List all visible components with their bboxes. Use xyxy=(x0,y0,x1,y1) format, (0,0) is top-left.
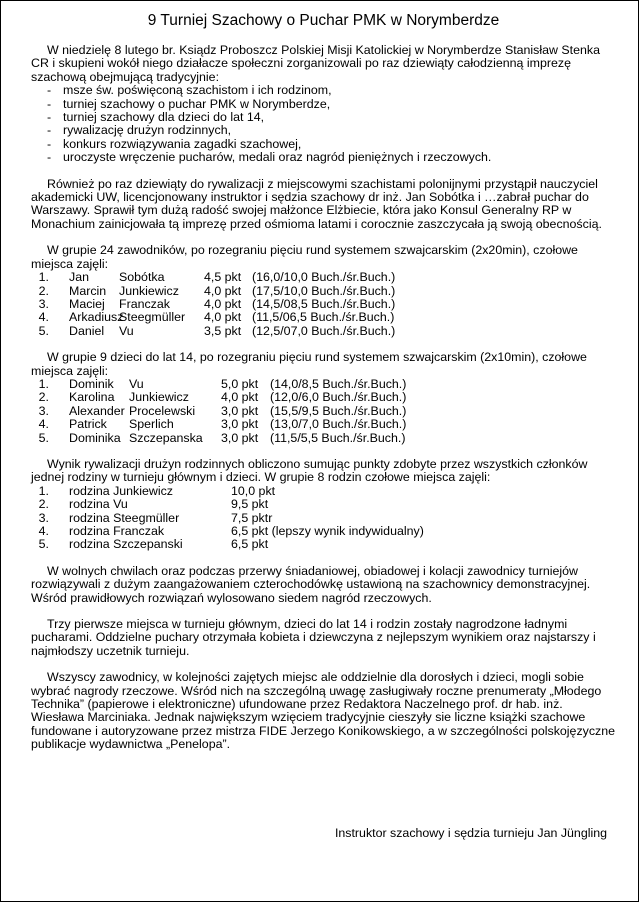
list-item: - uroczyste wręczenie pucharów, medali oraz nagród pieniężnych i rzeczowych. xyxy=(47,150,492,165)
signature-line: Instruktor szachowy i sędzia turnieju Jan Jüngling xyxy=(334,826,607,840)
table-row: 2. Karolina Junkiewicz 4,0 pkt (12,0/6,0 Buch./śr.Buch.) xyxy=(38,390,407,405)
prizes-paragraph: Wszyscy zawodnicy, w kolejności zajętych miejsc ale oddzielnie dla dorosłych i dzieci, mogli sobie wybrać nagrody rzeczowe. Wśród nich na szczególną uwagę zasługiwały roczne prenumeraty „Młodego Technika” (papierowe i elektroniczne) ufundowane przez Redaktora Naczelnego prof. dr hab. inż. Wiesława Marciniaka. Jednak największym wzięciem tradycyjnie cieszyły sie liczne książki szachowe fundowane i autoryzowane przez mistrza FIDE Jerzego Konikowskiego, a w szczególności polskojęzyczne publikacje wydawnictwa „Penelopa”. xyxy=(31,670,616,752)
table-row: 4. rodzina Franczak 6,5 pkt (lepszy wynik indywidualny) xyxy=(38,524,424,538)
dash-marker: - xyxy=(47,83,52,98)
dash-marker: - xyxy=(47,96,52,111)
table-row: 1. rodzina Junkiewicz 10,0 pkt xyxy=(38,483,276,498)
table-row: 3. Maciej Franczak 4,0 pkt (14,5/08,5 Buch./śr.Buch.) xyxy=(38,296,396,311)
table-row: 2. rodzina Vu 9,5 pkt xyxy=(38,497,269,512)
kids-results-table xyxy=(31,378,616,445)
list-item: - turniej szachowy o puchar PMK w Norymberdze, xyxy=(47,96,331,111)
dash-marker: - xyxy=(47,110,52,125)
table-row: 3. rodzina Steegmüller 7,5 pktr xyxy=(38,510,273,525)
dash-marker: - xyxy=(47,123,52,138)
intro-paragraph: W niedzielę 8 lutego br. Ksiądz Proboszcz Polskiej Misji Katolickiej w Norymberdze Stanisław Stenka CR i skupieni wokół niego działacze społeczni zorganizowali po raz dziewiąty całodzienną imprezę szachową obejmującą tradycyjnie: xyxy=(31,43,600,84)
list-item: - rywalizację drużyn rodzinnych, xyxy=(47,123,232,138)
program-list xyxy=(31,84,616,164)
table-row: 3. Alexander Procelewski 3,0 pkt (15,5/9,5 Buch./śr.Buch.) xyxy=(38,403,407,418)
table-row: 5. rodzina Szczepanski 6,5 pkt xyxy=(38,537,269,552)
table-row: 5. Dominika Szczepanska 3,0 pkt (11,5/5,5 Buch./śr.Buch.) xyxy=(38,430,406,445)
winner-paragraph: Również po raz dziewiąty do rywalizacji z miejscowymi szachistami polonijnymi przystąpił nauczyciel akademicki UW, licencjonowany instruktor i sędzia szachowy dr inż. Jan Sobótka i …zabrał puchar do Warszawy. Sprawił tym dużą radość swojej małżonce Elżbiecie, która jako Konsul Generalny RP w Monachium zainicjowała tą imprezę przed ośmioma latami i corocznie zaszczycała ją swoją obecnością. xyxy=(31,176,602,231)
table-row: 4. Patrick Sperlich 3,0 pkt (13,0/7,0 Buch./śr.Buch.) xyxy=(38,417,407,432)
table-row: 1. Jan Sobótka 4,5 pkt (16,0/10,0 Buch./śr.Buch.) xyxy=(38,270,396,285)
table-row: 4. Arkadiusz Steegmüller 4,0 pkt (11,5/06,5 Buch./śr.Buch.) xyxy=(38,310,395,325)
dash-marker: - xyxy=(47,150,52,165)
main-tournament-intro: W grupie 24 zawodników, po rozegraniu pięciu rund systemem szwajcarskim (2x20min), czołowe miejsca zajęli: xyxy=(31,243,578,271)
table-row: 2. Marcin Junkiewicz 4,0 pkt (17,5/10,0 Buch./śr.Buch.) xyxy=(38,283,396,298)
table-row: 1. Dominik Vu 5,0 pkt (14,0/8,5 Buch./śr.Buch.) xyxy=(38,376,407,391)
main-results-table xyxy=(31,271,616,338)
family-results-table xyxy=(31,485,616,552)
dash-marker: - xyxy=(47,136,52,151)
page-title: 9 Turniej Szachowy o Puchar PMK w Norymberdze xyxy=(147,12,500,29)
family-competition-intro: Wynik rywalizacji drużyn rodzinnych obliczono sumując punkty zdobyte przez wszystkich członków jednej rodziny w turnieju głównym i dzieci. W grupie 8 rodzin czołowe miejsca zajęli: xyxy=(31,456,588,485)
free-time-paragraph: W wolnych chwilach oraz podczas przerwy śniadaniowej, obiadowej i kolacji zawodnicy turniejów rozwiązywali z dużym zaangażowaniem czterochodówkę ustawioną na szachownicy demonstracyjnej. Wśród prawidłowych rozwiązań wylosowano siedem nagród rzeczowych. xyxy=(31,563,591,605)
list-item: - msze św. poświęconą szachistom i ich rodzinom, xyxy=(47,83,332,98)
list-item: - turniej szachowy dla dzieci do lat 14, xyxy=(47,110,265,125)
cups-paragraph: Trzy pierwsze miejsca w turnieju głównym, dzieci do lat 14 i rodzin zostały nagrodzone ładnymi pucharami. Oddzielne puchary otrzymała kobieta i dziewczyna z nejlepszym wynikiem oraz najstarszy i najmłodszy uczetnik turnieju. xyxy=(31,617,596,658)
list-item: - konkurs rozwiązywania zagadki szachowej, xyxy=(47,136,302,151)
kids-tournament-intro: W grupie 9 dzieci do lat 14, po rozegraniu pięciu rund systemem szwajcarskim (2x10min), czołowe miejsca zajęli: xyxy=(31,350,587,378)
table-row: 5. Daniel Vu 3,5 pkt (12,5/07,0 Buch./śr.Buch.) xyxy=(38,323,396,338)
